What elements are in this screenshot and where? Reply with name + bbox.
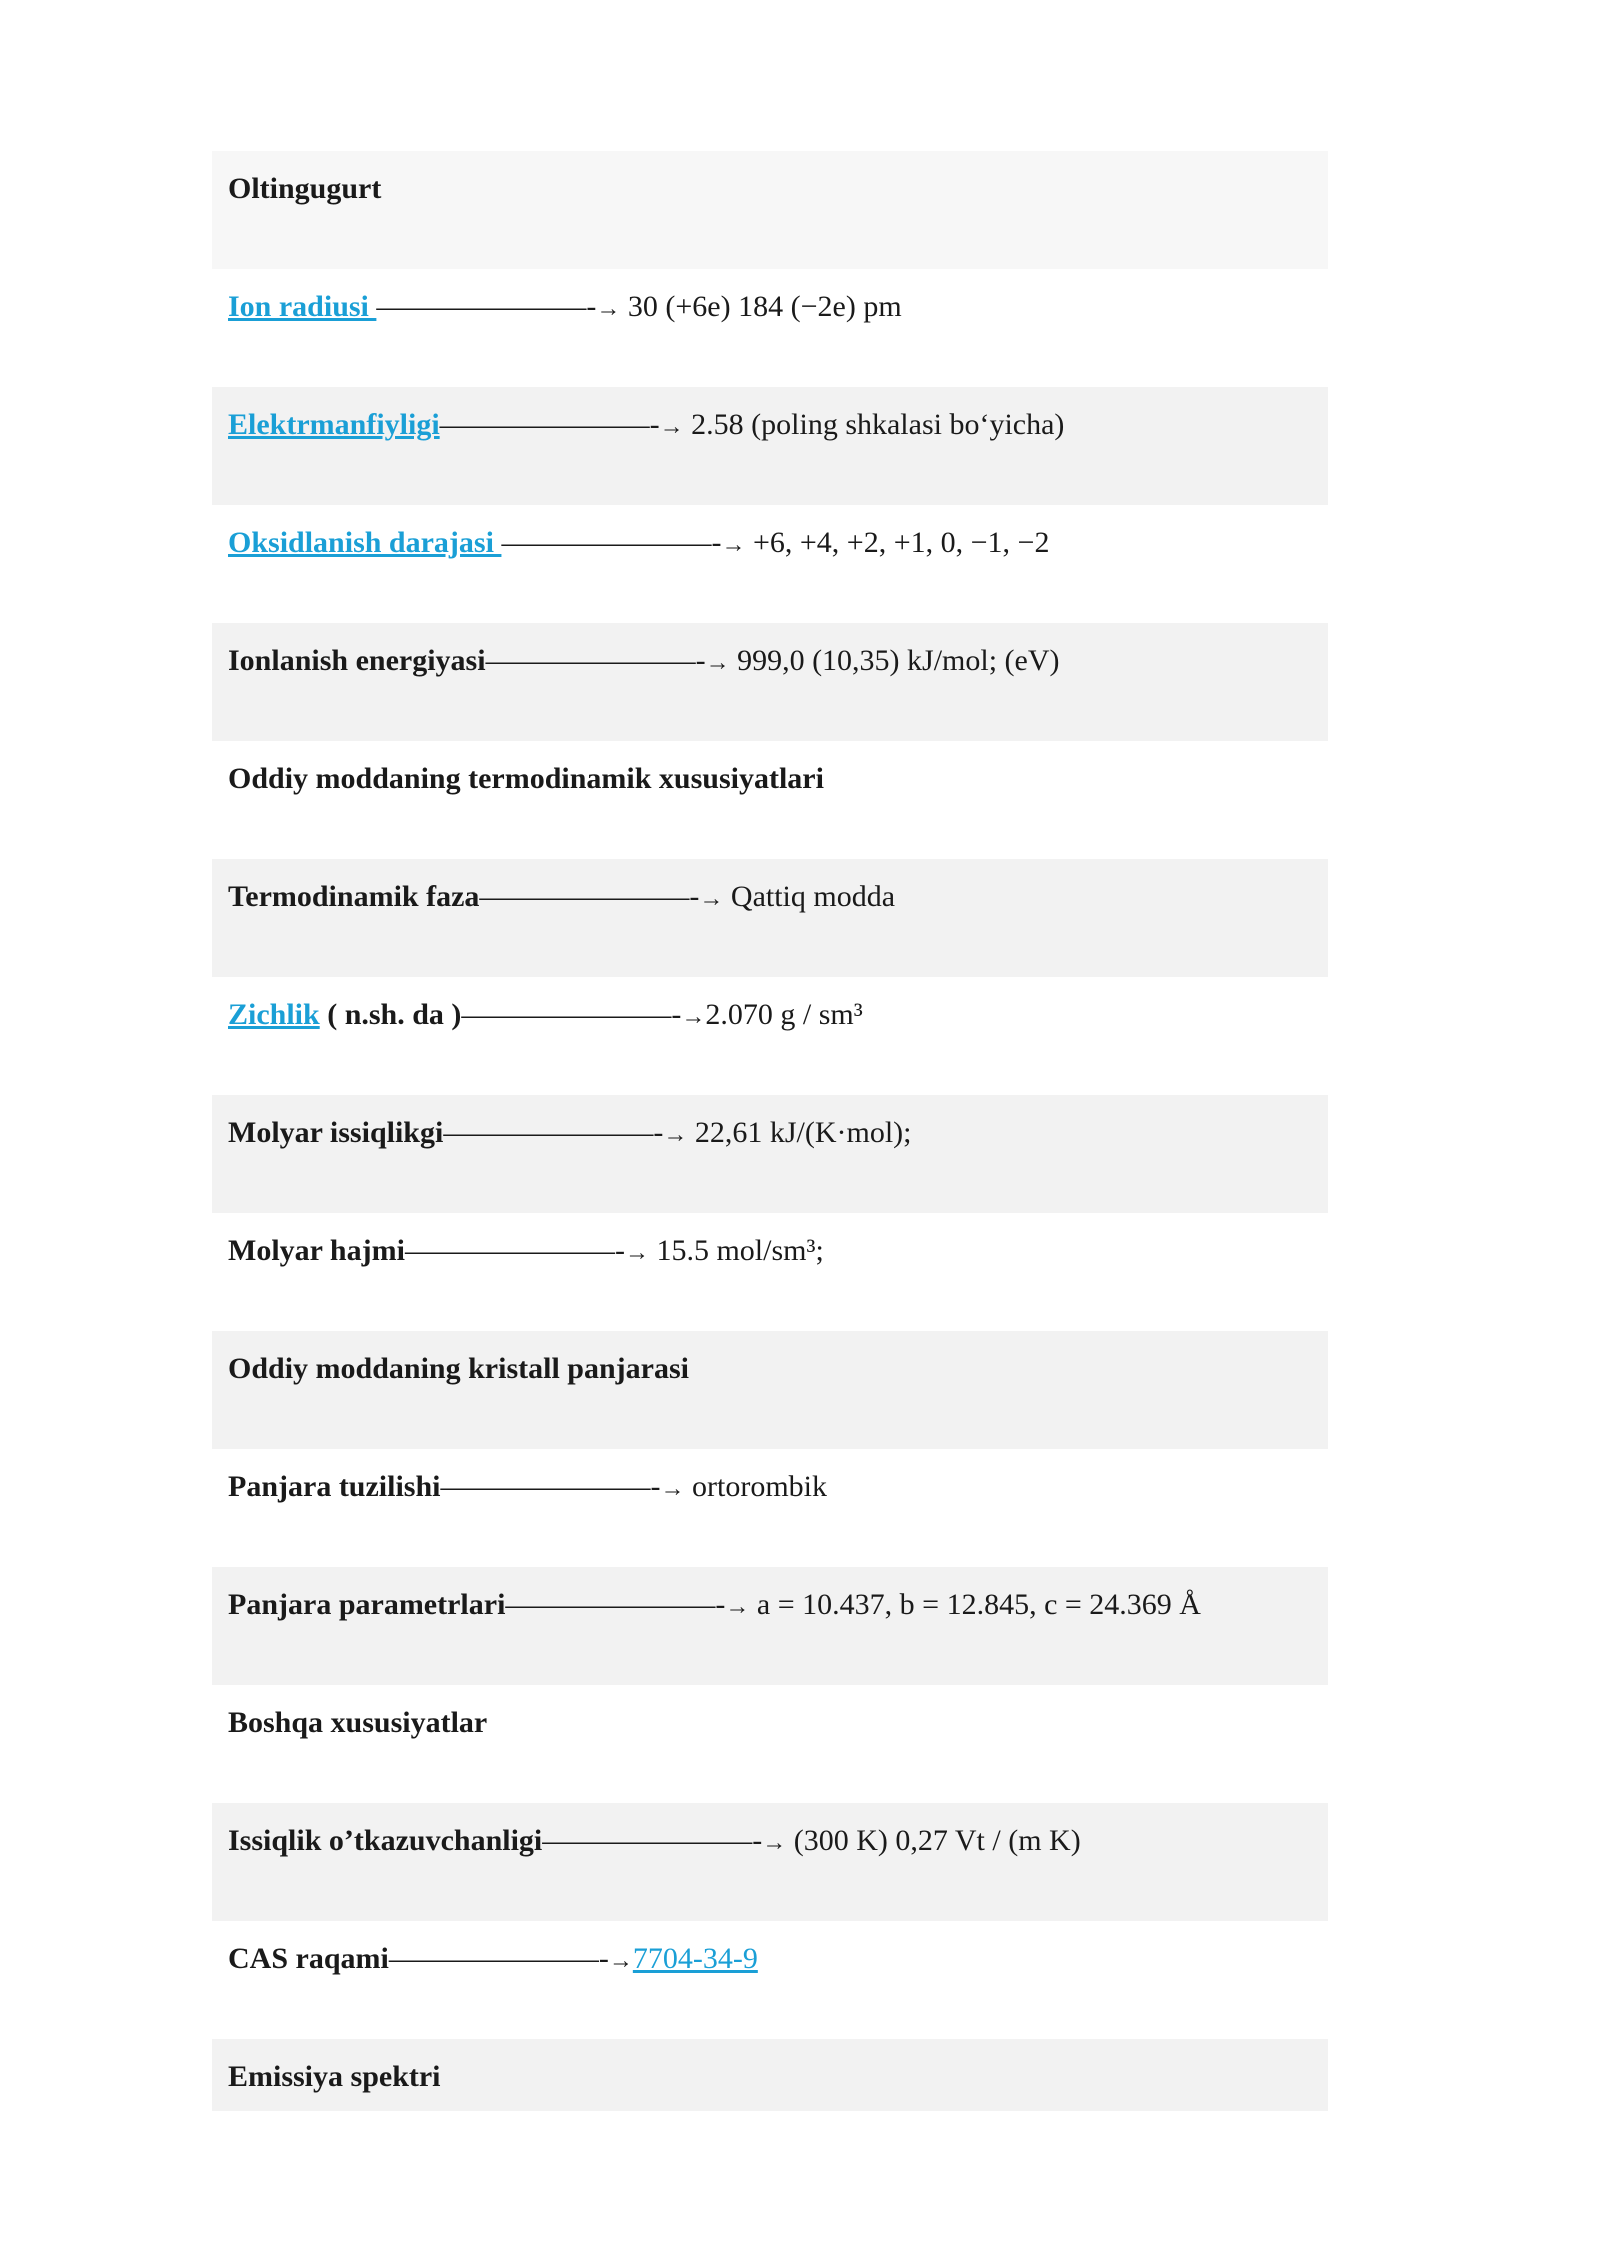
arrow-icon: →	[721, 532, 746, 558]
section-heading: Boshqa xususiyatlar	[228, 1706, 488, 1739]
row-molar-heat	[212, 1095, 1328, 1213]
separator-line: ———————-	[461, 998, 682, 1031]
lattice-parameters-value: a = 10.437, b = 12.845, c = 24.369 Å	[749, 1588, 1201, 1621]
properties-table	[212, 151, 1328, 2111]
section-heading: Oddiy moddaning termodinamik xususiyatlari	[228, 762, 824, 795]
row-molar-volume	[212, 1213, 1328, 1331]
row-ion-radius	[212, 269, 1328, 387]
separator-line: ———————-	[439, 408, 660, 441]
row-phase	[212, 859, 1328, 977]
molar-volume-value: 15.5 mol/sm³;	[648, 1234, 824, 1267]
density-condition: ( n.sh. da )	[319, 998, 462, 1031]
row-emission-spectrum	[212, 2039, 1328, 2111]
phase-label: Termodinamik faza	[228, 880, 480, 913]
row-electronegativity	[212, 387, 1328, 505]
element-title: Oltingugurt	[228, 172, 382, 205]
electronegativity-link[interactable]: Elektrmanfiyligi	[228, 408, 440, 441]
separator-line: ———————-	[479, 880, 700, 913]
separator-line: ———————-	[505, 1588, 726, 1621]
oxidation-states-link[interactable]: Oksidlanish darajasi	[228, 526, 502, 559]
emission-spectrum-heading: Emissiya spektri	[228, 2060, 441, 2093]
section-heading: Oddiy moddaning kristall panjarasi	[228, 1352, 689, 1385]
row-density	[212, 977, 1328, 1095]
table-title-row	[212, 151, 1328, 269]
oxidation-states-value: +6, +4, +2, +1, 0, −1, −2	[745, 526, 1050, 559]
ionization-energy-label: Ionlanish energiyasi	[228, 644, 486, 677]
arrow-icon: →	[660, 1476, 685, 1502]
cas-number-label: CAS raqami	[228, 1942, 389, 1975]
section-heading-crystal	[212, 1331, 1328, 1449]
ion-radius-value: 30 (+6e) 184 (−2e) pm	[620, 290, 902, 323]
molar-heat-value: 22,61 kJ/(K·mol);	[687, 1116, 912, 1149]
thermal-conductivity-value: (300 K) 0,27 Vt / (m K)	[786, 1824, 1081, 1857]
separator-line: ———————-	[388, 1942, 609, 1975]
row-ionization-energy	[212, 623, 1328, 741]
row-oxidation-states	[212, 505, 1328, 623]
row-cas-number	[212, 1921, 1328, 2039]
ion-radius-link[interactable]: Ion radiusi	[228, 290, 377, 323]
separator-line: ———————-	[485, 644, 706, 677]
arrow-icon: →	[659, 414, 684, 440]
arrow-icon: →	[608, 1948, 633, 1974]
arrow-icon: →	[705, 650, 730, 676]
row-lattice-parameters	[212, 1567, 1328, 1685]
section-heading-thermodynamic	[212, 741, 1328, 859]
separator-line: ———————-	[501, 526, 722, 559]
cas-number-link[interactable]: 7704-34-9	[632, 1942, 758, 1975]
ionization-energy-value: 999,0 (10,35) kJ/mol; (eV)	[729, 644, 1060, 677]
arrow-icon: →	[596, 296, 621, 322]
row-lattice-structure	[212, 1449, 1328, 1567]
arrow-icon: →	[663, 1122, 688, 1148]
arrow-icon: →	[762, 1830, 787, 1856]
electronegativity-value: 2.58 (poling shkalasi bo‘yicha)	[683, 408, 1065, 441]
molar-volume-label: Molyar hajmi	[228, 1234, 405, 1267]
separator-line: ———————-	[542, 1824, 763, 1857]
separator-line: ———————-	[443, 1116, 664, 1149]
section-heading-other	[212, 1685, 1328, 1803]
phase-value: Qattiq modda	[723, 880, 896, 913]
molar-heat-label: Molyar issiqlikgi	[228, 1116, 444, 1149]
arrow-icon: →	[699, 886, 724, 912]
row-thermal-conductivity	[212, 1803, 1328, 1921]
separator-line: ———————-	[404, 1234, 625, 1267]
thermal-conductivity-label: Issiqlik o’tkazuvchanligi	[228, 1824, 543, 1857]
separator-line: ———————-	[440, 1470, 661, 1503]
arrow-icon: →	[624, 1240, 649, 1266]
arrow-icon: →	[725, 1594, 750, 1620]
lattice-structure-label: Panjara tuzilishi	[228, 1470, 441, 1503]
arrow-icon: →	[681, 1004, 706, 1030]
lattice-parameters-label: Panjara parametrlari	[228, 1588, 506, 1621]
density-link[interactable]: Zichlik	[228, 998, 320, 1031]
separator-line: ———————-	[376, 290, 597, 323]
density-value: 2.070 g / sm³	[705, 998, 863, 1031]
lattice-structure-value: ortorombik	[684, 1470, 828, 1503]
